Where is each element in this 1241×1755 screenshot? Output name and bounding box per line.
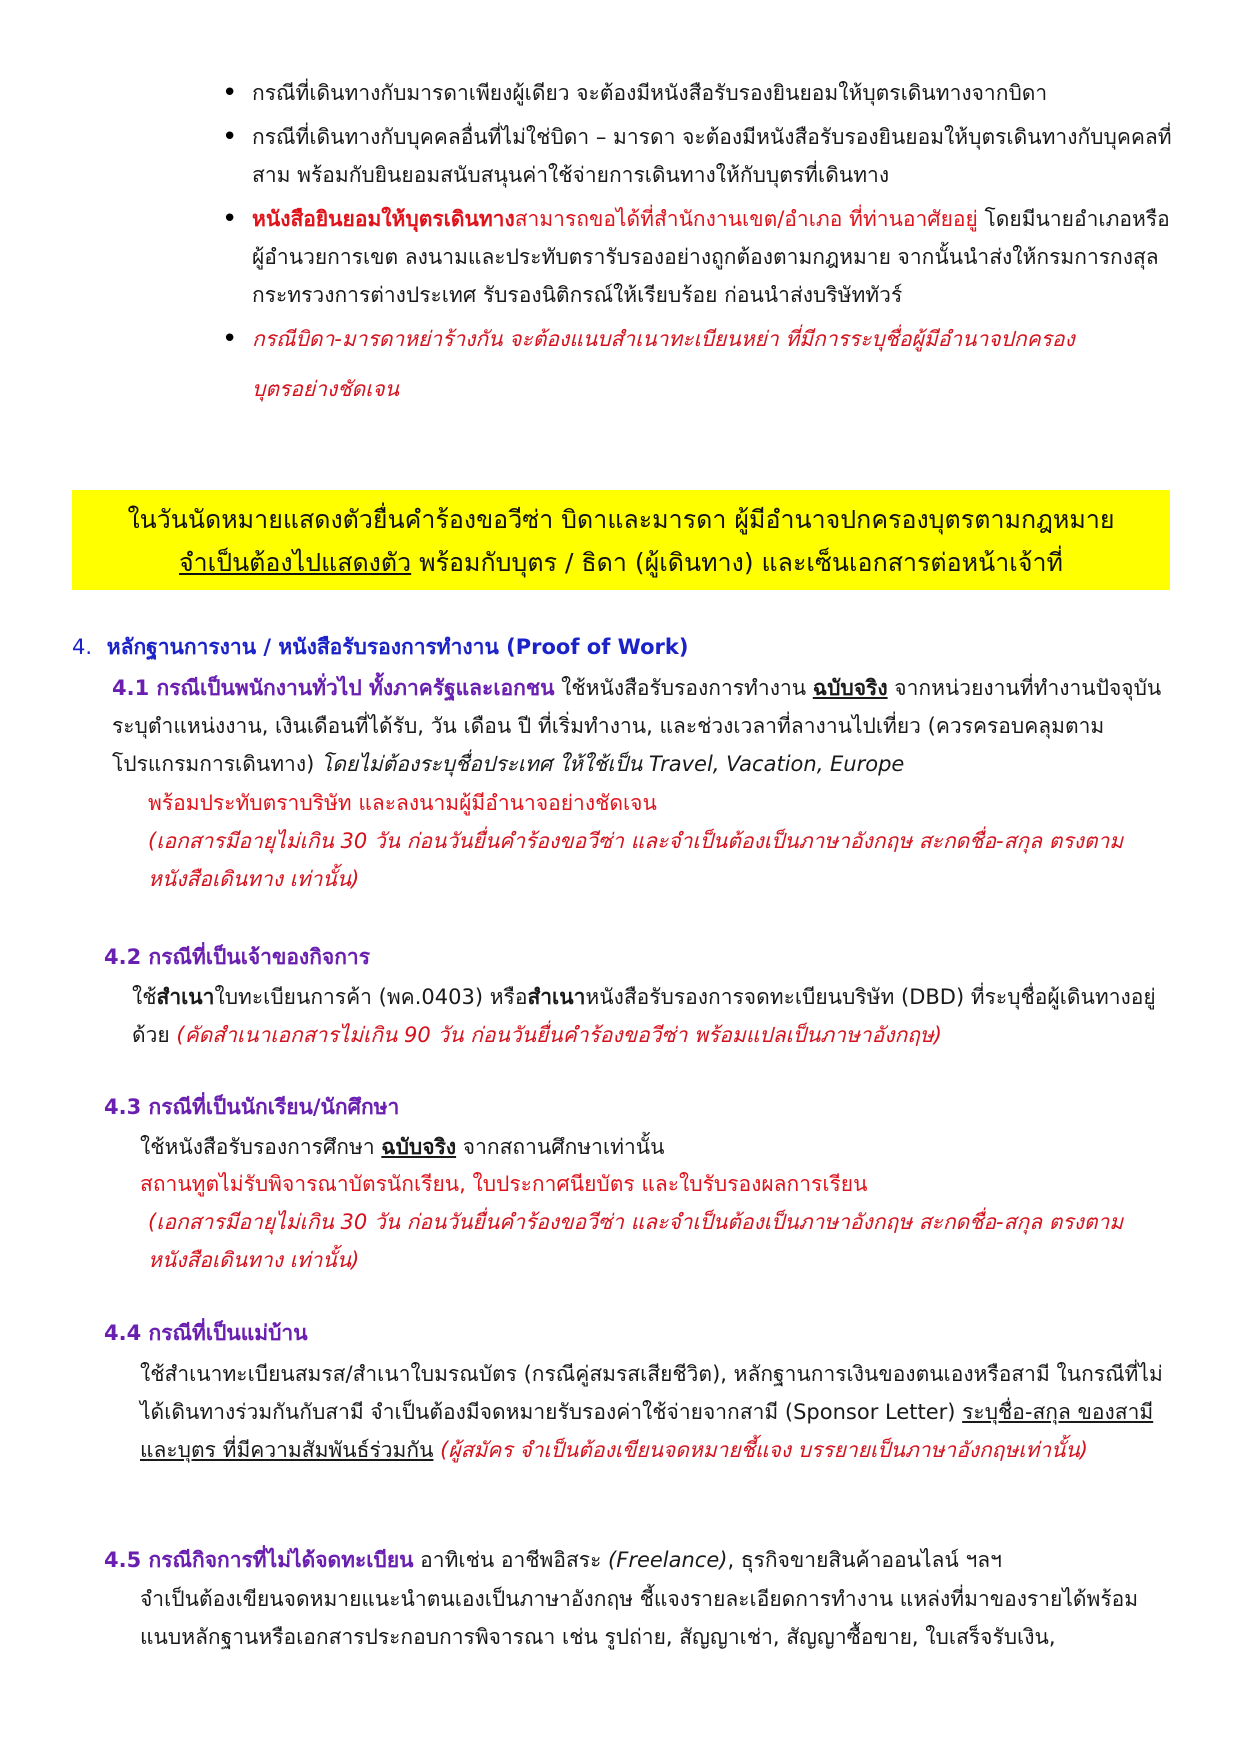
copy-age-note: (คัดสำเนาเอกสารไม่เกิน 90 วัน ก่อนวันยื่นคำร้องขอวีซ่า พร้อมแปลเป็นภาษาอังกฤษ) <box>176 1023 942 1047</box>
section-4-5-body: จำเป็นต้องเขียนจดหมายแนะนำตนเองเป็นภาษาอังกฤษ ชี้แจงรายละเอียดการทำงาน แหล่งที่มาของรายได้พร้อมแนบหลักฐานหรือเอกสารประกอบการพิจารณา เช่น รูปถ่าย, สัญญาเช่า, สัญญาซื้อขาย, ใบเสร็จรับเงิน, <box>140 1587 1139 1649</box>
para-text: ใช้หนังสือรับรองการทำงาน <box>554 676 813 700</box>
copy-label: สำเนา <box>156 985 215 1009</box>
subsection-heading: 4.1 กรณีเป็นพนักงานทั่วไป ทั้งภาครัฐและเอกชน <box>112 676 555 700</box>
section-4-2-heading: 4.2 กรณีที่เป็นเจ้าของกิจการ <box>104 945 370 969</box>
freelance-label: (Freelance) <box>608 1548 728 1572</box>
para-text: หนังสือรับรองการจดทะเบียนบริษัท (DBD) ที่ระบุชื่อผู้เดินทางอยู่ด้วย <box>132 985 1156 1047</box>
bullet-dot-icon: • <box>222 78 238 108</box>
bullet-dot-icon: • <box>222 122 238 152</box>
original-copy-label: ฉบับจริง <box>381 1135 457 1159</box>
original-copy-label: ฉบับจริง <box>812 676 888 700</box>
validity-note: (เอกสารมีอายุไม่เกิน 30 วัน ก่อนวันยื่นคำร้องขอวีซ่า และจำเป็นต้องเป็นภาษาอังกฤษ สะกดชื่อ-สกุล ตรงตามหนังสือเดินทาง เท่านั้น) <box>148 1210 1124 1272</box>
para-text: ใช้หนังสือรับรองการศึกษา <box>140 1135 382 1159</box>
english-letter-note: (ผู้สมัคร จำเป็นต้องเขียนจดหมายชี้แจง บรรยายเป็นภาษาอังกฤษเท่านั้น) <box>433 1438 1088 1462</box>
consent-letter-title: หนังสือยินยอมให้บุตรเดินทาง <box>252 207 515 231</box>
list-item <box>222 200 1172 314</box>
bullet-text: กรณีที่เดินทางกับมารดาเพียงผู้เดียว จะต้องมีหนังสือรับรองยินยอมให้บุตรเดินทางจากบิดา <box>252 81 1048 105</box>
copy-label: สำเนา <box>527 985 586 1009</box>
sponsor-requirement: ระบุชื่อ-สกุล ของสามีและบุตร ที่มีความสัมพันธ์ร่วมกัน <box>140 1400 1154 1462</box>
para-text: ใช้สำเนาทะเบียนสมรส/สำเนาใบมรณบัตร (กรณีคู่สมรสเสียชีวิต), หลักฐานการเงินของตนเองหรือสามี ในกรณีที่ไม่ได้เดินทางร่วมกันกับสามี จำเป็นต้องมีจดหมายรับรองค่าใช้จ่ายจากสามี (Sponsor Letter) <box>140 1362 1163 1424</box>
divorce-note: กรณีบิดา-มารดาหย่าร้างกัน จะต้องแนบสำเนาทะเบียนหย่า ที่มีการระบุชื่อผู้มีอำนาจปกครอง <box>252 327 1075 351</box>
para-text: , ธุรกิจขายสินค้าออนไลน์ ฯลฯ <box>727 1548 1002 1572</box>
para-text: ใช้ <box>132 985 157 1009</box>
section-4-3-heading: 4.3 กรณีที่เป็นนักเรียน/นักศึกษา <box>104 1095 400 1119</box>
notice-line-2-text: พร้อมกับบุตร / ธิดา (ผู้เดินทาง) และเซ็นเอกสารต่อหน้าเจ้าที่ <box>411 548 1064 577</box>
para-text: อาทิเช่น อาชีพอิสระ <box>413 1548 609 1572</box>
list-item <box>222 74 1172 112</box>
section-4-heading <box>72 630 688 664</box>
notice-emphasis: จำเป็นต้องไปแสดงตัว <box>178 548 412 577</box>
appointment-notice <box>72 490 1170 590</box>
para-text: จากสถานศึกษาเท่านั้น <box>456 1135 665 1159</box>
para-text: ใบทะเบียนการค้า (พค.0403) หรือ <box>214 985 528 1009</box>
section-4-4-body <box>140 1355 1172 1469</box>
requirements-list <box>222 74 1172 408</box>
bullet-text: กรณีที่เดินทางกับบุคคลอื่นที่ไม่ใช่บิดา – มารดา จะต้องมีหนังสือรับรองยินยอมให้บุตรเดินทางกับบุคคลที่สาม พร้อมกับยินยอมสนับสนุนค่าใช้จ่ายการเดินทางให้กับบุตรที่เดินทาง <box>252 125 1172 187</box>
para-text: จากหน่วยงานที่ทำงานปัจจุบัน ระบุตำแหน่งงาน, เงินเดือนที่ได้รับ, วัน เดือน ปี ที่เริ่มทำงาน, และช่วงเวลาที่ลางานไปเที่ยว (ควรครอบคลุมตามโปรแกรมการเดินทาง) <box>112 676 1162 776</box>
validity-note: (เอกสารมีอายุไม่เกิน 30 วัน ก่อนวันยื่นคำร้องขอวีซ่า และจำเป็นต้องเป็นภาษาอังกฤษ สะกดชื่อ-สกุล ตรงตามหนังสือเดินทาง เท่านั้น) <box>148 829 1124 891</box>
notice-line-2 <box>72 541 1170 584</box>
divorce-note-tail: บุตรอย่างชัดเจน <box>252 377 399 401</box>
bullet-text: โดยมีนายอำเภอหรือผู้อำนวยการเขต ลงนามและประทับตรารับรองอย่างถูกต้องตามกฎหมาย จากนั้นนำส่งให้กรมการกงสุล กระทรวงการต่างประเทศ รับรองนิติกรณ์ให้เรียบร้อย ก่อนนำส่งบริษัททัวร์ <box>252 207 1170 307</box>
subsection-heading: 4.5 กรณีกิจการที่ไม่ได้จดทะเบียน <box>104 1548 414 1572</box>
bullet-dot-icon: • <box>222 324 238 354</box>
bullet-dot-icon: • <box>222 204 238 234</box>
list-item <box>222 118 1172 194</box>
list-item <box>222 320 1172 408</box>
embassy-rejection-note: สถานทูตไม่รับพิจารณาบัตรนักเรียน, ใบประกาศนียบัตร และใบรับรองผลการเรียน <box>140 1172 868 1196</box>
notice-line-1: ในวันนัดหมายแสดงตัวยื่นคำร้องขอวีซ่า บิดาและมารดา ผู้มีอำนาจปกครองบุตรตามกฎหมาย <box>127 505 1115 534</box>
section-number: 4. <box>72 635 93 659</box>
consent-letter-location: สามารถขอได้ที่สำนักงานเขต/อำเภอ ที่ท่านอาศัยอยู่ <box>514 207 978 231</box>
section-4-1 <box>112 669 1172 783</box>
section-4-4-heading: 4.4 กรณีที่เป็นแม่บ้าน <box>104 1321 308 1345</box>
section-4-3-body <box>140 1128 1172 1166</box>
section-4-2-body <box>132 978 1172 1054</box>
section-title: หลักฐานการงาน / หนังสือรับรองการทำงาน (Proof of Work) <box>106 635 689 659</box>
country-note: โดยไม่ต้องระบุชื่อประเทศ ให้ใช้เป็น Travel, Vacation, Europe <box>320 752 905 776</box>
stamp-note: พร้อมประทับตราบริษัท และลงนามผู้มีอำนาจอย่างชัดเจน <box>148 791 657 815</box>
section-4-5-heading <box>104 1543 1172 1577</box>
